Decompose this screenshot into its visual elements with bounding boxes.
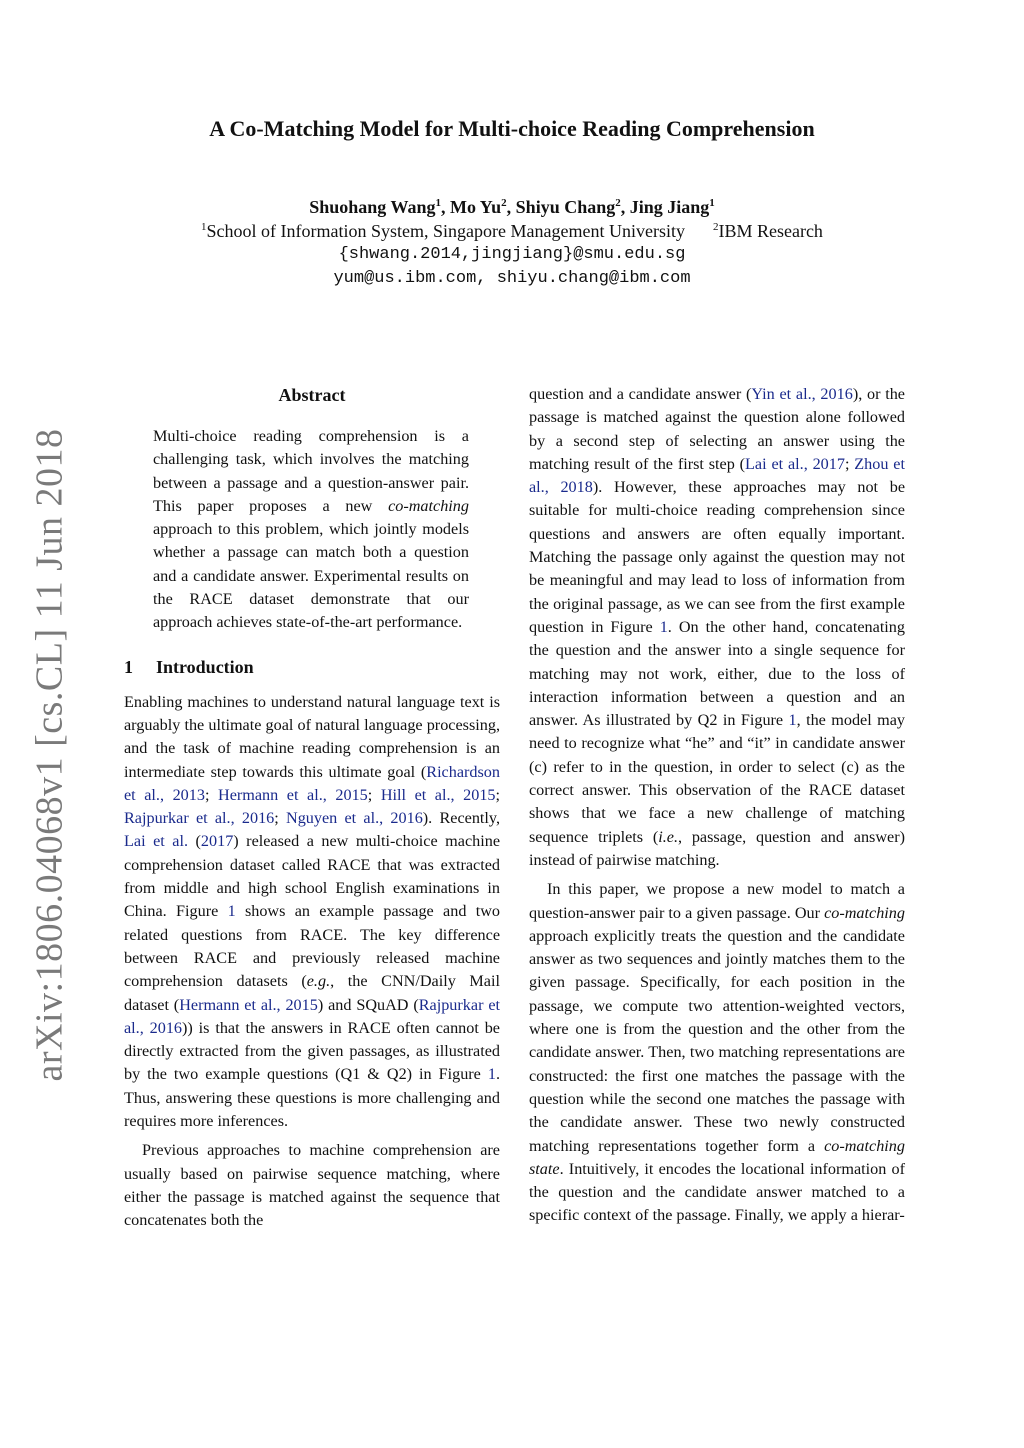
intro-paragraph-2-continued: question and a candidate answer (Yin et al., 2016), or the passage is matched against the question alone followed by a second step of selecting an answer using the matching result of the first step (Lai et al., 2017; Zhou et al., 2018). However, these approaches may not be suitable for multi-choice reading comprehension since questions and answers are often equally important. Matching the passage only against the question may not be meaningful and may lead to loss of information from the original passage, as we can see from the first example question in Figure 1. On the other hand, concatenating the question and the answer into a single sequence for matching may not work, either, due to the loss of interaction information between a question and an answer. As illustrated by Q2 in Figure 1, the model may need to recognize what “he” and “it” in candidate answer (c) refer to in the question, in order to select (c) as the correct answer. This observation of the RACE dataset shows that we face a new challenge of matching sequence triplets (i.e., passage, question and answer) instead of pairwise matching.	[529, 385, 906, 869]
intro-paragraph-2: Previous approaches to machine comprehension are usually based on pairwise sequence matching, where either the passage is matched against the sequence that concatenates both the	[124, 1141, 500, 1230]
email-line: yum@us.ibm.com, shiyu.chang@ibm.com	[333, 269, 691, 288]
affiliation-number: 1	[201, 221, 207, 233]
citation-link[interactable]: Rajpurkar et al., 2016	[124, 995, 500, 1037]
left-column	[124, 383, 500, 1233]
author-affiliation-mark: 2	[501, 197, 507, 209]
author-block	[0, 195, 1024, 291]
author-affiliation-mark: 1	[709, 197, 715, 209]
arxiv-stamp-text: arXiv:1806.04068v1 [cs.CL] 11 Jun 2018	[28, 428, 71, 1082]
citation-link[interactable]: Nguyen et al., 2016	[286, 809, 423, 828]
citation-link[interactable]: Richardson et al., 2013	[124, 762, 500, 804]
citation-link[interactable]: 1	[227, 902, 236, 921]
affiliation-name: School of Information System, Singapore Management University	[206, 221, 685, 241]
emphasis: i.e.	[658, 827, 678, 846]
author-name: Shiyu Chang	[515, 197, 616, 217]
citation-link[interactable]: Zhou et al., 2018	[529, 454, 905, 497]
affiliation	[201, 219, 685, 243]
affiliation-list	[0, 219, 1024, 243]
author-name: Jing Jiang	[629, 197, 710, 217]
citation-link[interactable]: 1	[788, 711, 797, 730]
citation-link[interactable]: 1	[659, 617, 668, 636]
arxiv-stamp	[26, 428, 72, 1082]
email-line: {shwang.2014,jingjiang}@smu.edu.sg	[338, 245, 686, 264]
intro-paragraph-1: Enabling machines to understand natural language text is arguably the ultimate goal of natural language processing, and the task of machine reading comprehension is an intermediate step towards this ultimate goal (Richardson et al., 2013; Hermann et al., 2015; Hill et al., 2015; Rajpurkar et al., 2016; Nguyen et al., 2016). Recently, Lai et al. (2017) released a new multi-choice machine comprehension dataset called RACE that was extracted from middle and high school English examinations in China. Figure 1 shows an example passage and two related questions from RACE. The key difference between RACE and previously released machine comprehension datasets (e.g., the CNN/Daily Mail dataset (Hermann et al., 2015) and SQuAD (Rajpurkar et al., 2016)) is that the answers in RACE often cannot be directly extracted from the given passages, as illustrated by the two example questions (Q1 & Q2) in Figure 1. Thus, answering these questions is more challenging and requires more inferences.	[124, 692, 501, 1131]
section-heading	[124, 655, 500, 679]
right-column	[529, 383, 905, 1228]
citation-link[interactable]: Hermann et al., 2015	[218, 785, 368, 804]
affiliation	[713, 219, 823, 243]
affiliation-number: 2	[712, 221, 719, 233]
emphasis: e.g.	[306, 972, 331, 991]
author-affiliation-mark: 1	[435, 197, 441, 209]
emphasis: co-matching state	[529, 1136, 905, 1178]
section-number: 1	[124, 656, 133, 677]
intro-paragraph-3: In this paper, we propose a new model to match a question-answer pair to a given passage. Our co-matching approach explicitly treats the question and the candidate answer as two sequences and jointly matches them to the given passage. Specifically, for each position in the passage, we compute two attention-weighted vectors, where one is from the question and the other from the candidate answer. Then, two matching representations are constructed: the first one matches the passage with the question while the second one matches the passage with the candidate answer. These two newly constructed matching representations together form a co-matching state. Intuitively, it encodes the locational information of the question and the candidate answer matched to a specific context of the passage. Finally, we apply a hierar-	[529, 880, 905, 1225]
citation-link[interactable]: Rajpurkar et al., 2016	[124, 809, 275, 828]
emphasis: co-matching	[824, 903, 905, 922]
author-name: Mo Yu	[449, 197, 502, 217]
citation-link[interactable]: 2017	[200, 832, 234, 851]
citation-link[interactable]: Yin et al., 2016	[751, 385, 853, 403]
citation-link[interactable]: Lai et al.	[124, 832, 188, 851]
abstract-heading: Abstract	[278, 385, 346, 405]
citation-link[interactable]: Lai et al., 2017	[745, 454, 845, 473]
abstract-text: Multi-choice reading comprehension is a challenging task, which involves the matching between a passage and a question-answer pair. This paper proposes a new co-matching approach to this problem, which jointly models whether a passage can match both a question and a candidate answer. Experimental results on the RACE dataset demonstrate that our approach achieves state-of-the-art performance.	[153, 427, 469, 632]
section-title: Introduction	[156, 656, 254, 677]
citation-link[interactable]: Hill et al., 2015	[380, 785, 496, 804]
affiliation-name: IBM Research	[718, 221, 823, 241]
citation-link[interactable]: 1	[487, 1065, 496, 1084]
author-name: Shuohang Wang	[309, 197, 436, 217]
citation-link[interactable]: Hermann et al., 2015	[179, 995, 318, 1014]
author-affiliation-mark: 2	[615, 197, 621, 209]
author-list: Shuohang Wang$^1$, Mo Yu$^2$, Shiyu Chang$^2$, Jing Jiang$^1$	[309, 197, 715, 217]
paper-title: A Co-Matching Model for Multi-choice Reading Comprehension	[209, 116, 815, 141]
